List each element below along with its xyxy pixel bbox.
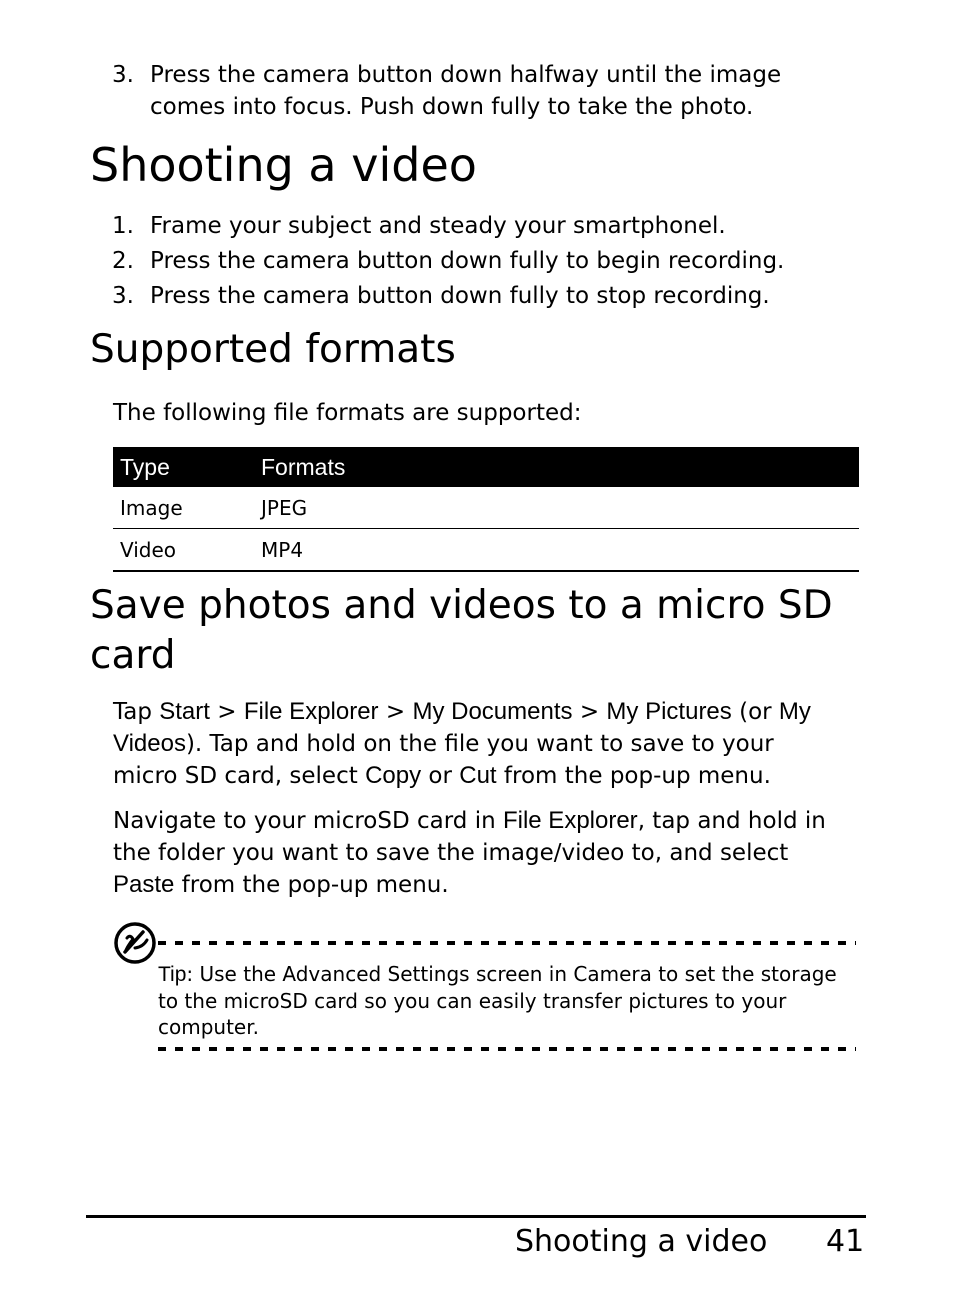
page-number: 41 <box>826 1224 865 1259</box>
table-header-row <box>113 447 859 487</box>
step-text-line1: Press the camera button down halfway until the image <box>150 62 782 88</box>
tip-line <box>158 961 858 988</box>
ui-term-my-documents: My Documents <box>412 698 573 725</box>
ui-term-my: My <box>778 698 811 725</box>
ui-term-start: Start <box>159 698 210 725</box>
text: micro SD card, select <box>113 763 366 789</box>
tip-line: computer. <box>158 1015 259 1039</box>
text: , tap and hold in <box>637 808 826 834</box>
ui-term-copy: Copy <box>365 762 422 789</box>
formats-table <box>113 447 859 572</box>
table-header-formats: Formats <box>254 447 859 487</box>
step-text: Press the camera button down fully to stop recording. <box>150 283 770 309</box>
tip-bottom-divider <box>158 1047 856 1051</box>
tip-label: Tip <box>158 963 187 986</box>
step-text: Press the camera button down fully to begin recording. <box>150 248 785 274</box>
text: : Use the Advanced Settings screen in Camera to set the storage <box>186 962 837 986</box>
ui-term-cut: Cut <box>459 762 497 789</box>
text: from the pop-up menu. <box>496 763 771 789</box>
text: ). Tap and hold on the file you want to save to your <box>185 731 774 757</box>
text: from the pop-up menu. <box>174 872 449 898</box>
table-header-type: Type <box>113 447 254 487</box>
text: or <box>421 763 460 789</box>
step-text-line2: comes into focus. Push down fully to take the photo. <box>150 94 754 120</box>
text: (or <box>731 699 779 725</box>
step-number: 3. <box>112 62 134 88</box>
footer-rule <box>86 1215 866 1218</box>
table-row <box>113 529 859 572</box>
ui-term-file-explorer: File Explorer <box>502 807 638 834</box>
text: > <box>378 699 413 725</box>
step-number: 1. <box>112 213 134 239</box>
section-title-save-to-sd-line2: card <box>90 633 176 678</box>
footer-section-title: Shooting a video <box>515 1224 768 1259</box>
paragraph-line <box>113 760 771 792</box>
paragraph-line <box>113 728 774 760</box>
ui-term-file-explorer: File Explorer <box>243 698 379 725</box>
section-title-shooting-video: Shooting a video <box>90 138 477 192</box>
tip-text <box>158 961 858 1040</box>
step-number: 3. <box>112 283 134 309</box>
note-icon <box>113 920 159 966</box>
ui-term-paste: Paste <box>113 871 175 898</box>
ui-term-videos: Videos <box>113 730 186 757</box>
paragraph-line: the folder you want to save the image/video to, and select <box>113 840 789 866</box>
table-cell: Image <box>113 487 254 529</box>
paragraph-line <box>113 805 826 837</box>
text: Tap <box>113 699 160 725</box>
text: > <box>572 699 607 725</box>
tip-line: to the microSD card so you can easily transfer pictures to your <box>158 989 787 1013</box>
ui-term-my-pictures: My Pictures <box>606 698 732 725</box>
paragraph-line <box>113 696 811 728</box>
table-cell: Video <box>113 529 254 572</box>
table-row <box>113 487 859 529</box>
text: Navigate to your microSD card in <box>113 808 503 834</box>
formats-intro: The following file formats are supported: <box>113 400 582 426</box>
section-title-supported-formats: Supported formats <box>90 327 456 372</box>
step-text: Frame your subject and steady your smartphonel. <box>150 213 726 239</box>
text: > <box>209 699 244 725</box>
paragraph-line <box>113 869 449 901</box>
table-cell: MP4 <box>254 529 859 572</box>
step-number: 2. <box>112 248 134 274</box>
table-cell: JPEG <box>254 487 859 529</box>
tip-top-divider <box>158 941 856 945</box>
section-title-save-to-sd-line1: Save photos and videos to a micro SD <box>90 583 833 628</box>
